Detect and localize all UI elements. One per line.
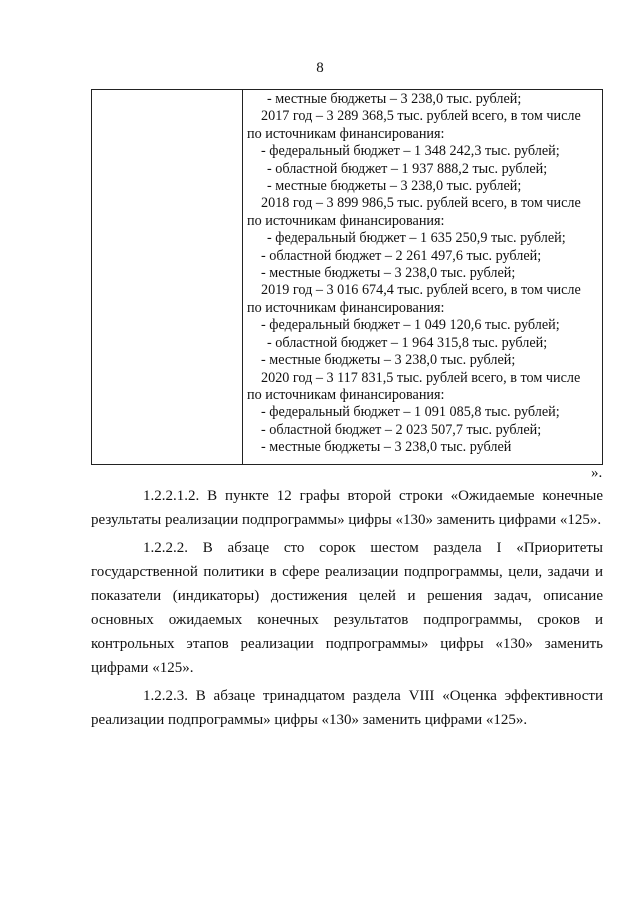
funding-line: - федеральный бюджет – 1 049 120,6 тыс. рублей; — [261, 317, 560, 334]
funding-line: 2020 год – 3 117 831,5 тыс. рублей всего, в том числе — [261, 369, 581, 386]
funding-line: 2018 год – 3 899 986,5 тыс. рублей всего, в том числе — [261, 195, 581, 212]
table-column-divider — [242, 90, 243, 464]
funding-line: - областной бюджет – 1 964 315,8 тыс. рублей; — [267, 334, 548, 351]
funding-line: - федеральный бюджет – 1 635 250,9 тыс. рублей; — [267, 230, 566, 247]
paragraph-1-2-2-1-2: 1.2.2.1.2. В пункте 12 графы второй строки «Ожидаемые конечные результаты реализации подпрограммы» цифры «130» заменить цифрами «125». — [91, 488, 603, 528]
table-cell-funding — [247, 91, 598, 457]
paragraph-1-2-2-3: 1.2.2.3. В абзаце тринадцатом раздела VIII «Оценка эффективности реализации подпрограммы» цифры «130» заменить цифрами «125». — [91, 688, 603, 728]
funding-table — [91, 89, 603, 465]
funding-line: - областной бюджет – 1 937 888,2 тыс. рублей; — [267, 160, 548, 177]
funding-line: - местные бюджеты – 3 238,0 тыс. рублей; — [261, 265, 516, 282]
funding-line: - местные бюджеты – 3 238,0 тыс. рублей; — [267, 178, 522, 195]
funding-line: - федеральный бюджет – 1 348 242,3 тыс. рублей; — [261, 143, 560, 160]
closing-quote-mark: ». — [591, 465, 603, 481]
funding-line: - федеральный бюджет – 1 091 085,8 тыс. рублей; — [261, 404, 560, 421]
page-number: 8 — [316, 60, 324, 76]
funding-line: - местные бюджеты – 3 238,0 тыс. рублей — [261, 439, 512, 456]
funding-line: - областной бюджет – 2 261 497,6 тыс. рублей; — [261, 247, 542, 264]
funding-line: - областной бюджет – 2 023 507,7 тыс. рублей; — [261, 421, 542, 438]
paragraph-1-2-2-2: 1.2.2.2. В абзаце сто сорок шестом раздела I «Приоритеты государственной политики в сфере реализации подпрограммы, цели, задачи и показатели (индикаторы) достижения целей и решения задач, описание основных ожидаемых конечных результатов подпрограммы, сроков и контрольных этапов реализации подпрограммы» цифры «130» заменить цифрами «125». — [91, 540, 603, 676]
funding-line: по источникам финансирования: — [247, 299, 445, 316]
funding-line: по источникам финансирования: — [247, 125, 445, 142]
funding-line: по источникам финансирования: — [247, 212, 445, 229]
funding-line: 2017 год – 3 289 368,5 тыс. рублей всего, в том числе — [261, 108, 581, 125]
funding-line: по источникам финансирования: — [247, 386, 445, 403]
funding-line: - местные бюджеты – 3 238,0 тыс. рублей; — [267, 91, 522, 107]
funding-line: - местные бюджеты – 3 238,0 тыс. рублей; — [261, 352, 516, 369]
funding-line: 2019 год – 3 016 674,4 тыс. рублей всего, в том числе — [261, 282, 581, 299]
